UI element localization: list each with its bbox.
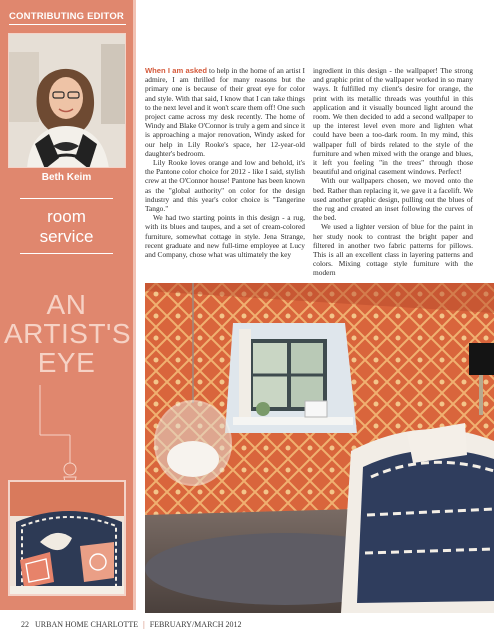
bedroom-detail-photo [8, 480, 126, 596]
section-divider-bottom [20, 253, 113, 254]
author-name: Beth Keim [41, 172, 92, 183]
paragraph [145, 66, 305, 158]
lead-in: When I am asked [145, 66, 208, 75]
bedroom-photo [145, 283, 494, 613]
magazine-name: URBAN HOME CHARLOTTE [35, 620, 139, 629]
section-divider-top [20, 198, 113, 199]
bedroom-detail-illustration [10, 482, 126, 596]
section-title-line-2: service [39, 227, 94, 246]
footer-separator: | [143, 620, 145, 629]
paragraph: ingredient in this design - the wallpaper! The strong and graphic print of the wallpaper worked in so many ways. It fulfilled my client's desire for orange, the print with its metallic threads was youthful in this application and it visually bounced light around the room. We then decided to add a second wallpaper to up the interest level even more and lighten what could have been a too-dark room. In my mind, this wallpaper full of birds related to the style of the furniture and when mixed with the orange and blues, it left you feeling "in the trees" through those beautiful and original casement windows. Perfect! [313, 66, 473, 177]
sidebar-edge-strip [133, 0, 136, 610]
page-footer [21, 620, 242, 629]
author-portrait [8, 33, 126, 168]
author-portrait-illustration [9, 34, 126, 168]
article-column-2 [313, 66, 473, 278]
page-number: 22 [21, 620, 29, 629]
section-kicker: CONTRIBUTING EDITOR [9, 11, 124, 22]
issue-date: FEBRUARY/MARCH 2012 [149, 620, 242, 629]
paragraph: We used a lighter version of blue for the paint in her study nook to contrast the bright paper and filtered in another two fabric patterns for pillows. This is all an excellent class in layering patterns and colors. Mixing cottage style furniture with the modern [313, 222, 473, 278]
headline-line-1: AN [46, 289, 87, 320]
article-column-1 [145, 66, 305, 259]
paragraph: With our wallpapers chosen, we moved onto the bed. Rather than replacing it, we gave it a facelift. We used another graphic design, pulling out the blues of the rug and created an inset following the curves of the bed. [313, 176, 473, 223]
paragraph-text: to help in the home of an artist I admire, I am thrilled for many reasons but the primary one is because of their great eye for color and style. With that said, I know that I can take things to the next level and it won't scare them off! One such project came across my desk recently. The home of Windy and Blake O'Connor is truly a gem and since it is approaching a major renovation, Windy asked for our help in Lily Rooke's space, her 12-year-old daughter's bedroom. [145, 66, 305, 158]
paragraph: We had two starting points in this design - a rug, with its blues and taupes, and a set of cream-colored furniture, somewhat cottage in style. Jena Strange, recent graduate and new full-time employee at Lucy and Company, chose what was ultimately the key [145, 213, 305, 260]
kicker-divider [9, 24, 126, 25]
paragraph: Lily Rooke loves orange and low and behold, it's the Pantone color choice for 2012 - like I said, stylish crew at the O'Connor house! Pantone has been known as the "global authority" on color for the design industry and this year's color choice is "Tangerine Tango." [145, 158, 305, 214]
headline-line-3: EYE [37, 347, 96, 379]
bedroom-illustration [145, 283, 494, 613]
section-title-line-1: room [47, 207, 86, 226]
headline-line-2: ARTIST'S [4, 318, 132, 350]
article-headline [4, 289, 132, 379]
